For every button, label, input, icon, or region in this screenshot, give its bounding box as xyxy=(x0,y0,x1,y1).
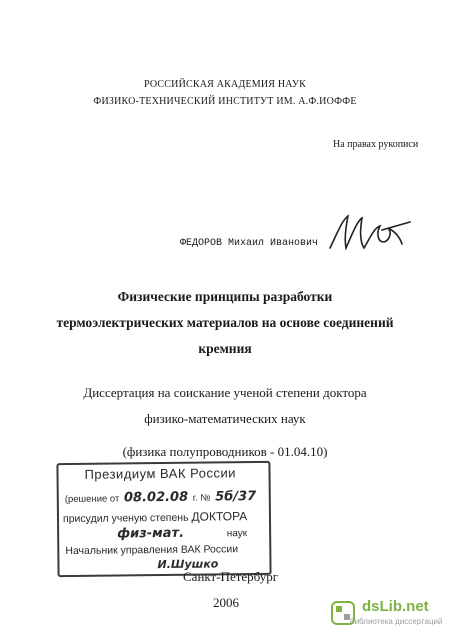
stamp-decision-date: 08.02.08 xyxy=(123,489,189,506)
stamp-decision-mid: г. № xyxy=(192,492,211,504)
stamp-decision-prefix: (решение от xyxy=(64,493,120,506)
author-signature xyxy=(322,208,418,256)
degree-line-1: Диссертация на соискание ученой степени доктора xyxy=(83,385,367,400)
author-name: ФЕДОРОВ Михаил Иванович xyxy=(180,238,319,249)
academy-name: РОССИЙСКАЯ АКАДЕМИЯ НАУК xyxy=(144,79,306,90)
stamp-decision-row xyxy=(65,489,257,506)
dslib-watermark xyxy=(330,598,443,628)
dslib-logo-icon xyxy=(330,600,358,631)
city: Санкт-Петербург xyxy=(183,569,279,584)
speciality-line: (физика полупроводников - 01.04.10) xyxy=(122,444,328,459)
stamp-awarded-prefix: присудил ученую степень xyxy=(62,511,189,526)
title-line-1: Физические принципы разработки xyxy=(117,289,333,304)
stamp-field-suffix: наук xyxy=(226,528,248,540)
stamp-decision-number: 5б/37 xyxy=(215,489,257,505)
year: 2006 xyxy=(213,595,239,610)
institute-name: ФИЗИКО-ТЕХНИЧЕСКИЙ ИНСТИТУТ ИМ. А.Ф.ИОФФЕ xyxy=(93,96,357,107)
stamp-title: Президиум ВАК России xyxy=(84,465,237,482)
dslib-tagline: библиотека диссертаций xyxy=(350,617,443,626)
vak-stamp xyxy=(56,461,271,577)
dslib-brand: dsLib.net xyxy=(362,598,429,615)
title-line-3: кремния xyxy=(198,341,252,356)
stamp-signature: И.Шушко xyxy=(157,557,219,572)
title-line-2: термоэлектрических материалов на основе соединений xyxy=(56,315,394,330)
degree-line-2: физико-математических наук xyxy=(144,411,306,426)
stamp-field-row xyxy=(117,525,247,541)
rights-note: На правах рукописи xyxy=(333,139,419,150)
stamp-head: Начальник управления ВАК России xyxy=(65,543,239,558)
stamp-awarded-row xyxy=(63,509,247,525)
stamp-degree: ДОКТОРА xyxy=(191,509,248,524)
stamp-field: физ-мат. xyxy=(117,525,185,542)
